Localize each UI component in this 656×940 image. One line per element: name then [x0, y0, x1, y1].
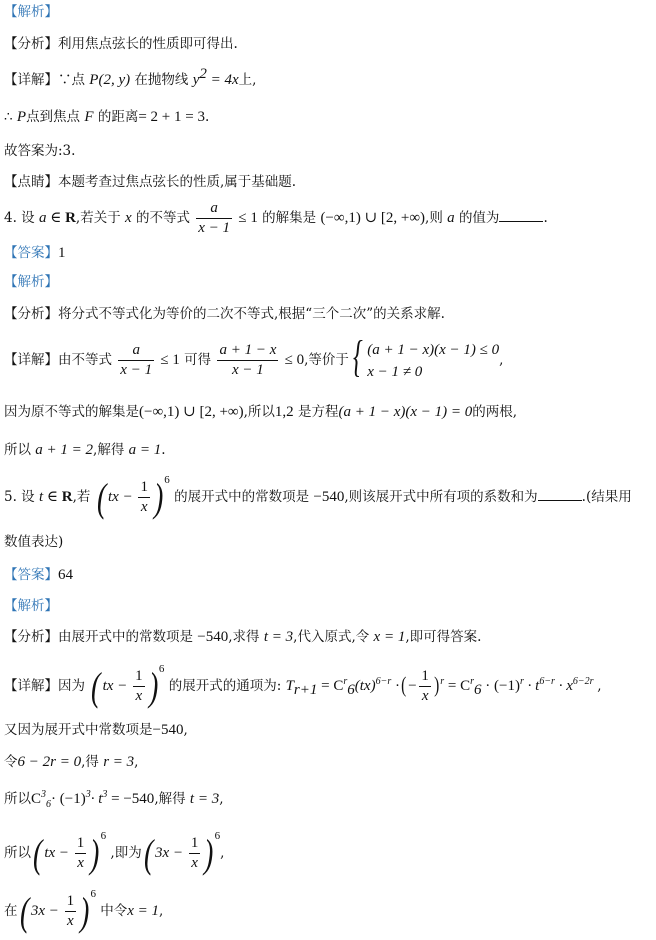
- q5-binomial: ( tx − $\frac{1}{x}$ )$^6$: [96, 474, 170, 520]
- q4-fenxi-line: [4, 304, 445, 324]
- q5-fenxi-text-4: ,代入原式,令: [293, 629, 370, 645]
- because-text: ∵点: [58, 72, 85, 88]
- q4-text-2: 的不等式: [135, 210, 190, 226]
- q5-so-text-1: 所以: [4, 791, 31, 807]
- q5-so2-text-1: 所以: [4, 845, 31, 861]
- q4-equation: (a + 1 − x)(x − 1) = 0: [338, 404, 473, 420]
- q4-xiangjie-line: [4, 331, 504, 383]
- p3-distance-line: [4, 107, 209, 127]
- q4-xj-fraction-1: $\frac{a}{x - 1}$: [120, 342, 153, 378]
- q5-fenxi-text-2: ,求得: [228, 629, 260, 645]
- q5-so-expr: $C^3_6\cdot (-1)^3\cdot t^3 = -540$: [31, 789, 155, 810]
- q4-because-text-1: 因为原不等式的解集是: [4, 404, 139, 420]
- q5-let-text: 令: [4, 754, 18, 770]
- q5-again-line: [4, 720, 188, 740]
- q4-le1: ≤ 1: [238, 210, 258, 226]
- q5-number: 5. 设: [4, 489, 35, 505]
- q5-so-line: [4, 789, 224, 809]
- q5-let-text-2: ,得: [81, 754, 99, 770]
- q5-question-cont: [4, 532, 63, 552]
- q4-number: 4. 设: [4, 210, 35, 226]
- comma: ,: [499, 352, 504, 368]
- q5-xj-text-1: 因为: [58, 678, 85, 694]
- q5-let-line: [4, 752, 138, 772]
- fenxi-tag: 【分析】: [4, 306, 58, 322]
- q5-text-3: ,则该展开式中所有项的系数和为: [344, 489, 538, 505]
- q5-binomial-3: ( tx − $\frac{1}{x}$ )$^6$: [32, 830, 107, 876]
- daan-tag: 【答案】: [4, 567, 58, 583]
- q4-jiexi-label: [4, 272, 58, 292]
- therefore-symbol: ∴: [4, 109, 13, 125]
- on-text: 上,: [238, 72, 257, 88]
- q5-xj-text-2: 的展开式的通项为:: [168, 678, 282, 694]
- q4-solution-set-2: (−∞,1) ∪ [2, +∞): [139, 404, 244, 420]
- p3-fenxi-line: [4, 34, 238, 54]
- comma: ,: [220, 845, 225, 861]
- comma: ,: [159, 903, 164, 919]
- q4-answer-line: [4, 243, 66, 263]
- q5-again-text-1: 又因为展开式中常数项是: [4, 722, 153, 738]
- q4-so-text-2: ,解得: [93, 442, 125, 458]
- comma: ,: [134, 754, 139, 770]
- q4-because-line: [4, 402, 517, 422]
- jiexi-tag: 【解析】: [4, 598, 58, 614]
- q4-xj-text-1: 由不等式: [58, 352, 112, 368]
- q5-text-4: .(结果用: [581, 489, 632, 505]
- point-p: P(2, y): [89, 72, 131, 88]
- q5-const-term: −540: [197, 629, 229, 645]
- p3-dianjing-line: [4, 172, 296, 192]
- q5-fenxi-text-1: 由展开式中的常数项是: [58, 629, 193, 645]
- q5-text-2: 的展开式中的常数项是: [174, 489, 310, 505]
- jiexi-tag: 【解析】: [4, 274, 58, 290]
- q5-set: t ∈ R: [38, 489, 73, 505]
- q5-in-result: x = 1: [127, 903, 160, 919]
- q4-fraction: $\frac{a}{x - 1}$: [198, 200, 231, 236]
- q4-xj-fraction-2: $\frac{a + 1 - x}{x - 1}$: [219, 342, 277, 378]
- q4-solution-set: (−∞,1) ∪ [2, +∞): [320, 210, 426, 226]
- q4-xj-text-3: ,等价于: [304, 352, 349, 368]
- distance-text-2: 的距离: [97, 109, 139, 125]
- q4-set: a ∈ R: [38, 210, 76, 226]
- q4-roots: 1,2: [274, 404, 294, 420]
- q5-in-text-1: 在: [4, 903, 18, 919]
- on-parabola-text: 在抛物线: [134, 72, 189, 88]
- q5-const-term: −540: [152, 722, 184, 738]
- q5-so-text-2: ,解得: [154, 791, 186, 807]
- q5-fenxi-text-6: ,即可得答案.: [405, 629, 482, 645]
- answer-blank: [499, 207, 543, 222]
- q5-fenxi-x1: x = 1: [373, 629, 406, 645]
- q4-xj-text-2: 可得: [184, 352, 212, 368]
- q5-general-term: $T_{r+1} = C^r_6(tx)^{6-r}$ ·(− $\frac{1}{x}$ )$^r = C^r_6 \cdot (-1)^r \cdot t^{6-r} \cdot x^{6-2r}$: [285, 668, 594, 705]
- q4-text-1: ,若关于: [75, 210, 121, 226]
- q4-question: [4, 198, 548, 238]
- q4-le1: ≤ 1: [160, 352, 180, 368]
- q4-fenxi-text: 将分式不等式化为等价的二次不等式,根据“三个二次”的关系求解.: [58, 306, 445, 322]
- q4-answer: 1: [58, 245, 66, 261]
- q4-because-text-2: ,所以: [243, 404, 275, 420]
- q5-binomial-2: ( tx − $\frac{1}{x}$ )$^6$: [91, 663, 165, 709]
- q5-binomial-4: ( 3x − $\frac{1}{x}$ )$^6$: [143, 830, 221, 876]
- jiexi-tag: 【解析】: [4, 4, 58, 20]
- point-p-label: P: [16, 109, 27, 125]
- comma: ,: [183, 722, 188, 738]
- q5-binomial-5: ( 3x − $\frac{1}{x}$ )$^6$: [19, 888, 96, 934]
- q4-so-result: a = 1: [128, 442, 162, 458]
- jiexi-label: [4, 2, 58, 22]
- daan-tag: 【答案】: [4, 245, 58, 261]
- q5-question: [4, 472, 632, 523]
- p3-answer-line: [4, 141, 75, 161]
- q5-text-5: 数值表达): [4, 534, 64, 550]
- period: .: [543, 210, 548, 226]
- comma: ,: [597, 678, 602, 694]
- q5-jiexi-label: [4, 596, 58, 616]
- q4-text-4: ,则: [425, 210, 443, 226]
- xiangjie-tag: 【详解】: [4, 352, 58, 368]
- q4-text-5: 的值为: [458, 210, 500, 226]
- dianjing-tag: 【点睛】: [4, 174, 58, 190]
- q4-because-text-4: 的两根,: [472, 404, 518, 420]
- period: .: [204, 109, 210, 125]
- q5-let-result: r = 3: [103, 754, 135, 770]
- xiangjie-tag: 【详解】: [4, 678, 58, 694]
- answer-blank: [538, 486, 582, 501]
- distance-text: 点到焦点: [26, 109, 81, 125]
- q5-text-1: ,若: [72, 489, 91, 505]
- distance-calc: = 2 + 1 = 3: [138, 109, 205, 125]
- period: .: [161, 442, 166, 458]
- parabola-eq: $y^2 = 4x$: [192, 66, 239, 88]
- q5-in-line: [4, 886, 163, 937]
- q5-let-eq: 6 − 2r = 0: [17, 754, 82, 770]
- p3-xiangjie-line: [4, 66, 257, 90]
- q4-so-text-1: 所以: [4, 442, 31, 458]
- q4-le0: ≤ 0: [284, 352, 305, 368]
- q5-fenxi-t3: t = 3: [263, 629, 294, 645]
- var-x: x: [125, 210, 132, 226]
- q5-const-term: −540: [313, 489, 345, 505]
- q4-so-eq: a + 1 = 2: [35, 442, 94, 458]
- fenxi-tag: 【分析】: [4, 36, 58, 52]
- xiangjie-tag: 【详解】: [4, 72, 58, 88]
- q4-so-line: [4, 440, 166, 460]
- fenxi-tag: 【分析】: [4, 629, 58, 645]
- q4-system: { (a + 1 − x)(x − 1) ≤ 0 x − 1 ≠ 0: [353, 331, 500, 381]
- q5-so2-text-2: ,即为: [110, 845, 142, 861]
- q5-fenxi-line: [4, 627, 481, 647]
- focus-f: F: [84, 109, 94, 125]
- dianjing-text: 本题考查过焦点弦长的性质,属于基础题.: [58, 174, 297, 190]
- comma: ,: [219, 791, 224, 807]
- q4-text-3: 的解集是: [262, 210, 317, 226]
- p3-fenxi-text: 利用焦点弦长的性质即可得出.: [58, 36, 238, 52]
- q5-in-text-2: 中令: [100, 903, 128, 919]
- q5-xiangjie-line: [4, 661, 602, 712]
- q4-because-text-3: 是方程: [297, 404, 339, 420]
- q5-so2-line: [4, 828, 224, 879]
- var-a: a: [447, 210, 455, 226]
- p3-answer-text: 故答案为:3.: [4, 143, 76, 159]
- q5-answer: 64: [58, 567, 73, 583]
- q5-so-result: t = 3: [189, 791, 220, 807]
- q5-answer-line: [4, 565, 73, 585]
